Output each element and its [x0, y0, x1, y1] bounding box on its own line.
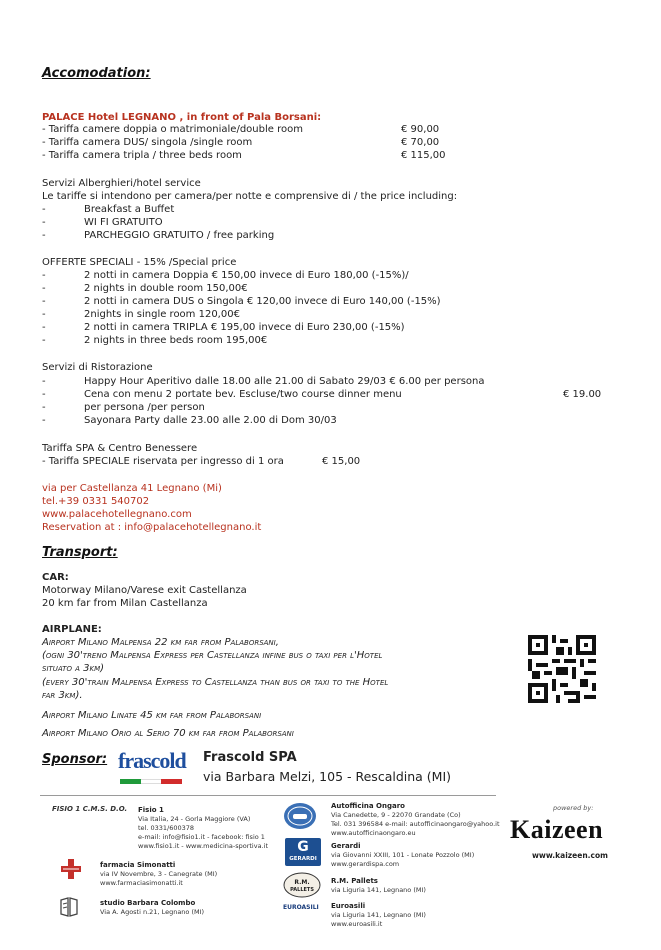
- fisio-name: Fisio 1: [138, 806, 164, 814]
- gerardi-logo: [285, 838, 321, 866]
- gerardi-line: via Giovanni XXIII, 101 - Lonate Pozzolo (MI): [331, 851, 475, 859]
- rate-price: € 70,00: [401, 137, 440, 148]
- list-item: Happy Hour Aperitivo dalle 18.00 alle 21.00 di Sabato 29/03 € 6.00 per persona: [84, 376, 485, 387]
- ongaro-line: Via Canedette, 9 - 22070 Grandate (Co): [331, 811, 461, 819]
- qr-code[interactable]: [528, 635, 596, 703]
- colombo-line: Via A. Agosti n.21, Legnano (MI): [100, 908, 205, 916]
- gerardi-g-icon: G: [297, 839, 309, 855]
- svg-text:PALLETS: PALLETS: [290, 887, 314, 893]
- list-item: Cena con menu 2 portate bev. Escluse/two course dinner menu: [84, 389, 402, 400]
- rm-name: R.M. Pallets: [331, 877, 378, 885]
- hotel-address: via per Castellanza 41 Legnano (Mi): [42, 483, 222, 494]
- rm-pallets-icon: [283, 872, 321, 898]
- airplane-line: (ogni 30'treno Malpensa Express per Castellanza infine bus o taxi per l'Hotel: [42, 650, 383, 661]
- fisio-logo-text: FISIO 1 C.M.S. D.O.: [52, 805, 128, 813]
- sponsor-heading: Sponsor:: [42, 752, 108, 767]
- restaurant-title: Servizi di Ristorazione: [42, 362, 153, 373]
- list-item: WI FI GRATUITO: [84, 217, 163, 228]
- euroasili-logo-text: EUROASILI: [283, 904, 319, 911]
- list-item: Breakfast a Buffet: [84, 204, 175, 215]
- fisio-line: www.fisio1.it - www.medicina-sportiva.it: [138, 842, 268, 850]
- list-dash: -: [42, 217, 46, 228]
- list-item: PARCHEGGIO GRATUITO / free parking: [84, 230, 275, 241]
- list-item: 2 nights in three beds room 195,00€: [84, 335, 268, 346]
- airplane-line: situato a 3km): [42, 663, 105, 674]
- fisio-logo: [52, 805, 127, 813]
- euroasili-line: via Liguria 141, Legnano (MI): [331, 911, 426, 919]
- list-dash: -: [42, 415, 46, 426]
- list-dash: -: [42, 270, 46, 281]
- hotel-website[interactable]: www.palacehotellegnano.com: [42, 509, 192, 520]
- list-dash: -: [42, 335, 46, 346]
- euroasili-line: www.euroasili.it: [331, 920, 383, 928]
- hotel-reservation-email[interactable]: Reservation at : info@palacehotellegnano.it: [42, 522, 262, 533]
- car-title: CAR:: [42, 572, 69, 583]
- list-dash: -: [42, 376, 46, 387]
- studio-colombo-icon: [58, 896, 80, 918]
- list-item: per persona /per person: [84, 402, 205, 413]
- rate-row: - Tariffa camera DUS/ singola /single room: [42, 137, 253, 148]
- sponsor-name: Frascold SPA: [203, 750, 297, 765]
- kaizeen-url[interactable]: www.kaizeen.com: [532, 851, 608, 860]
- list-item: 2 nights in double room 150,00€: [84, 283, 248, 294]
- simonatti-line: www.farmaciasimonatti.it: [100, 879, 183, 887]
- list-dash: -: [42, 389, 46, 400]
- pharmacy-cross-icon: [60, 858, 82, 880]
- hotel-title: PALACE Hotel LEGNANO , in front of Pala Borsani:: [42, 112, 322, 123]
- airplane-line: Airport Milano Orio al Serio 70 km far from Palaborsani: [42, 728, 294, 739]
- airplane-line: Airport Milano Malpensa 22 km far from Palaborsani,: [42, 637, 279, 648]
- list-item: 2 notti in camera DUS o Singola € 120,00 invece di Euro 140,00 (-15%): [84, 296, 441, 307]
- list-dash: -: [42, 204, 46, 215]
- rm-line: via Liguria 141, Legnano (MI): [331, 886, 426, 894]
- gerardi-name: Gerardi: [331, 842, 361, 850]
- italian-flag-icon: [120, 779, 182, 784]
- euroasili-name: Euroasili: [331, 902, 366, 910]
- list-item: Sayonara Party dalle 23.00 alle 2.00 di Dom 30/03: [84, 415, 337, 426]
- powered-by: powered by:: [553, 804, 594, 812]
- euroasili-logo: [283, 904, 319, 911]
- list-item: 2 notti in camera Doppia € 150,00 invece di Euro 180,00 (-15%)/: [84, 270, 409, 281]
- gerardi-line: www.gerardispa.com: [331, 860, 400, 868]
- list-item: 2 notti in camera TRIPLA € 195,00 invece di Euro 230,00 (-15%): [84, 322, 405, 333]
- services-title: Servizi Alberghieri/hotel service: [42, 178, 201, 189]
- colombo-name: studio Barbara Colombo: [100, 899, 196, 907]
- gerardi-logo-text: GERARDI: [289, 856, 317, 862]
- rate-row: - Tariffa camera tripla / three beds room: [42, 150, 242, 161]
- rate-row: - Tariffa camere doppia o matrimoniale/double room: [42, 124, 303, 135]
- list-dash: -: [42, 322, 46, 333]
- rate-price: € 115,00: [401, 150, 446, 161]
- spa-rate: - Tariffa SPECIALE riservata per ingresso di 1 ora: [42, 456, 284, 467]
- fisio-line: e-mail: info@fisio1.it - facebook: fisio 1: [138, 833, 265, 841]
- ongaro-line: Tel. 031 396584 e-mail: autofficinaongaro@yahoo.it: [331, 820, 500, 828]
- ongaro-name: Autofficina Ongaro: [331, 802, 405, 810]
- sponsor-address: via Barbara Melzi, 105 - Rescaldina (MI): [203, 769, 452, 784]
- fisio-line: tel. 0331/600378: [138, 824, 195, 832]
- ongaro-line: www.autofficinaongaro.eu: [331, 829, 416, 837]
- car-line: 20 km far from Milan Castellanza: [42, 598, 208, 609]
- kaizeen-logo: Kaizeen: [510, 815, 604, 844]
- dinner-price: € 19.00: [563, 389, 602, 400]
- list-dash: -: [42, 283, 46, 294]
- rate-price: € 90,00: [401, 124, 440, 135]
- transport-heading: Transport:: [42, 545, 118, 560]
- list-dash: -: [42, 309, 46, 320]
- list-dash: -: [42, 296, 46, 307]
- car-line: Motorway Milano/Varese exit Castellanza: [42, 585, 247, 596]
- divider: [40, 795, 496, 796]
- ongaro-badge-icon: [283, 801, 317, 831]
- fisio-line: Via Italia, 24 - Gorla Maggiore (VA): [138, 815, 251, 823]
- airplane-title: AIRPLANE:: [42, 624, 102, 635]
- list-item: 2nights in single room 120,00€: [84, 309, 240, 320]
- frascold-logo-text: frascold: [118, 748, 186, 773]
- services-intro: Le tariffe si intendono per camera/per notte e comprensive di / the price including:: [42, 191, 458, 202]
- airplane-line: far 3km).: [42, 690, 83, 701]
- frascold-logo: [118, 746, 184, 790]
- svg-text:R.M.: R.M.: [294, 879, 310, 886]
- simonatti-line: via IV Novembre, 3 - Canegrate (MI): [100, 870, 218, 878]
- simonatti-name: farmacia Simonatti: [100, 861, 176, 869]
- spa-price: € 15,00: [322, 456, 361, 467]
- accommodation-heading: Accomodation:: [42, 66, 151, 81]
- list-dash: -: [42, 402, 46, 413]
- hotel-phone: tel.+39 0331 540702: [42, 496, 150, 507]
- spa-title: Tariffa SPA & Centro Benessere: [42, 443, 198, 454]
- airplane-line: Airport Milano Linate 45 km far from Palaborsani: [42, 710, 262, 721]
- offers-title: OFFERTE SPECIALI - 15% /Special price: [42, 257, 237, 268]
- airplane-line: (every 30'train Malpensa Express to Castellanza than bus or taxi to the Hotel: [42, 677, 389, 688]
- list-dash: -: [42, 230, 46, 241]
